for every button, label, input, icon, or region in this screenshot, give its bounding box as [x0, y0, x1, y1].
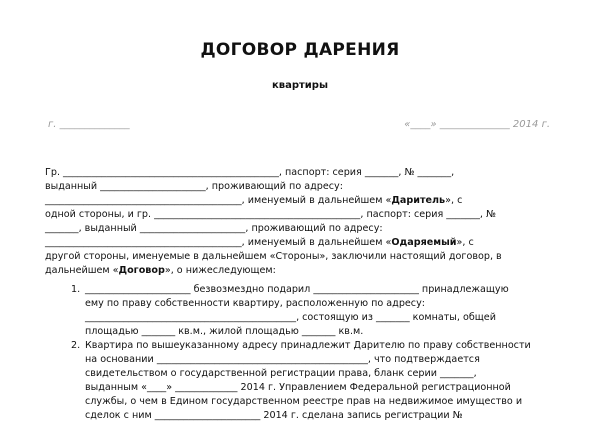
text: _________________________________________, именуемый в дальнейшем «: [45, 237, 392, 248]
clause-line: Квартира по вышеуказанному адресу принадлежит Дарителю по праву собственности: [85, 340, 531, 351]
clause-line: свидетельством о государственной регистрации права, бланк серии _______,: [85, 368, 477, 379]
text: одной стороны, и гр. ___________________________________________, паспорт: серия _______, №: [45, 209, 496, 220]
text: », о нижеследующем:: [164, 265, 276, 276]
clause-number: 1.: [71, 284, 81, 295]
text: другой стороны, именуемые в дальнейшем «Стороны», заключили настоящий договор, в: [45, 251, 502, 262]
intro-line: [45, 250, 502, 264]
intro-line: [45, 208, 496, 222]
intro-line: [45, 236, 474, 250]
document-subtitle: квартиры: [271, 80, 329, 91]
intro-line: [45, 194, 462, 208]
intro-line: [45, 222, 383, 236]
intro-line: [45, 264, 276, 278]
clause-line: на основании ____________________________________________, что подтверждается: [85, 354, 480, 365]
clause-number: 2.: [71, 340, 81, 351]
document-title: ДОГОВОР ДАРЕНИЯ: [200, 40, 400, 60]
text: выданный ______________________, проживающий по адресу:: [45, 181, 343, 192]
clause-line: сделок с ним ______________________ 2014 г. сделана запись регистрации №: [85, 410, 463, 421]
clause-line: ____________________________________________, состоящую из _______ комнаты, общей: [85, 312, 496, 323]
place-field: г. ______________: [48, 119, 130, 130]
text: », с: [456, 237, 474, 248]
clause-line: службы, о чем в Едином государственном реестре прав на недвижимое имущество и: [85, 396, 523, 407]
contract-term: Договор: [118, 265, 165, 276]
text: », с: [445, 195, 463, 206]
date-field: «____» ______________ 2014 г.: [404, 119, 550, 130]
donee-term: Одаряемый: [391, 237, 457, 248]
clause-line: выданным «____» _____________ 2014 г. Управлением Федеральной регистрационной: [85, 382, 511, 393]
intro-line: [45, 180, 343, 194]
clause-line: площадью _______ кв.м., жилой площадью _______ кв.м.: [85, 326, 364, 337]
text: Гр. _____________________________________________, паспорт: серия _______, № _______,: [45, 167, 455, 178]
donor-term: Даритель: [391, 195, 446, 206]
text: _______, выданный ______________________, проживающий по адресу:: [45, 223, 383, 234]
clause-line: ______________________ безвозмездно подарил ______________________ принадлежащую: [85, 284, 509, 295]
intro-line: [45, 166, 454, 180]
clause-line: ему по праву собственности квартиру, расположенную по адресу:: [85, 298, 425, 309]
text: дальнейшем «: [45, 265, 119, 276]
text: _________________________________________, именуемый в дальнейшем «: [45, 195, 392, 206]
